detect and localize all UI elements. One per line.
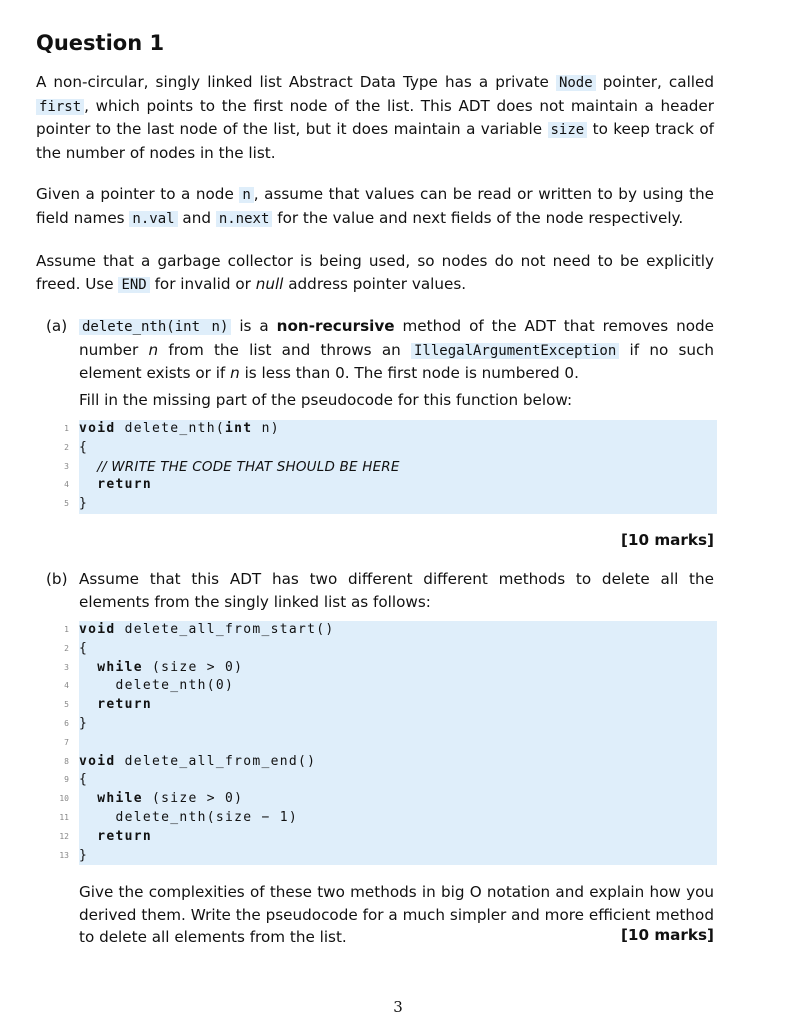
code-text: delete_nth(size − 1) [115,809,299,825]
code-keyword: return [97,828,153,844]
part-a-marks: [10 marks] [620,531,714,549]
line-number: 1 [64,625,69,634]
code-line [64,771,717,790]
code-line [64,476,717,495]
code-text: (size > 0) [142,791,244,807]
node-code: Node [556,75,596,91]
end-code: END [118,277,149,293]
code-text: (size > 0) [142,659,244,675]
code-line [64,696,717,715]
part-b-question: Give the complexities of these two methods in big O notation and explain how you derived them. Write the pseudocode for a much simpler and more efficient method to delete all elements from the list. [79,883,714,947]
code-line [59,790,717,809]
intro-text: pointer, called [595,73,714,91]
page-number: 3 [393,998,403,1016]
code-line [59,809,717,828]
n-code: n [239,187,253,203]
line-number: 12 [59,831,69,841]
nnext-code: n.next [216,211,273,227]
delete-nth-signature-code: delete_nth(int n) [79,319,231,335]
line-number: 2 [64,643,69,653]
code-text: delete_all_from_end() [115,753,317,769]
intro-paragraph-1 [36,71,714,164]
n-italic: n [230,364,240,383]
intro-text: for invalid or [149,274,256,293]
code-line [64,677,717,696]
intro-text: Given a pointer to a node [36,185,240,203]
part-a-instruction: Fill in the missing part of the pseudocode for this function below: [79,391,573,409]
exception-code: IllegalArgumentException [411,343,619,359]
nval-code: n.val [129,211,177,227]
code-keyword: void [79,421,116,436]
non-recursive-bold: non-recursive [276,317,395,335]
code-text: { [79,439,89,455]
line-number: 3 [64,662,69,672]
code-block-a [64,420,717,514]
intro-text: , which points to the first node of the list. This ADT does not maintain a header pointer to the last node of the list, but it does maintain a variable [36,96,714,139]
line-number: 6 [64,718,69,728]
line-number: 4 [64,480,69,490]
line-number: 2 [64,442,69,452]
code-line [64,715,717,734]
code-text: } [79,496,89,512]
code-line [64,734,717,753]
part-a-text-span: method of the ADT that removes node number [79,317,714,359]
line-number: 10 [59,794,69,804]
code-line [64,495,717,514]
part-a-text-span: is a [231,317,277,335]
null-word: null [255,274,284,293]
intro-text: to keep track of the number of nodes in the list. [36,120,714,162]
intro-text: for the value and next fields of the node respectively. [272,208,684,227]
code-line [59,847,717,866]
code-keyword: return [97,477,153,493]
line-number: 3 [64,461,69,471]
line-number: 13 [59,850,69,860]
code-line [64,753,717,772]
intro-paragraph-3 [36,250,714,296]
part-b-text: Assume that this ADT has two different different methods to delete all the elements from the singly linked list as follows: [79,570,714,611]
intro-text: Assume that a garbage collector is being used, so nodes do not need to be explicitly freed. Use [36,252,714,293]
part-a-text-span: if no such element exists or if [79,340,714,383]
intro-text: A non-circular, singly linked list Abstract Data Type has a private [36,73,556,91]
code-block-b [59,621,717,865]
code-text: n) [252,421,280,436]
code-text: { [79,640,89,656]
code-line [64,458,717,477]
code-line [64,659,717,678]
n-italic: n [148,340,159,359]
code-line [64,439,717,458]
code-keyword: void [79,753,116,769]
code-line [64,621,717,640]
code-text: delete_all_from_start() [115,622,335,637]
part-a-text-span: is less than 0. The first node is numbered 0. [239,364,579,383]
part-a-text-span: from the list and throws an [158,340,411,359]
line-number: 4 [64,681,69,691]
code-line [64,420,717,439]
code-line [64,640,717,659]
line-number: 11 [59,812,69,822]
part-b-label: (b) [46,570,68,588]
code-text: { [79,772,89,788]
part-b-marks: [10 marks] [620,926,714,944]
code-keyword: while [97,791,143,807]
line-number: 1 [64,424,69,433]
intro-text: address pointer values. [283,274,467,293]
line-number: 8 [64,756,69,766]
code-line [59,828,717,847]
intro-text: and [177,208,216,227]
code-keyword: while [97,659,143,675]
code-text: } [79,715,89,731]
line-number: 5 [64,499,69,509]
line-number: 5 [64,700,69,710]
code-text: } [79,847,89,863]
question-title: Question 1 [36,31,165,55]
code-keyword: int [225,421,253,436]
code-text: delete_nth( [115,421,226,436]
code-text: delete_nth(0) [115,678,235,694]
part-a-text [79,315,714,385]
part-a-label: (a) [46,317,68,335]
first-code: first [36,99,84,115]
intro-text: , assume that values can be read or written to by using the field names [36,185,714,227]
code-keyword: return [97,697,153,713]
line-number: 9 [64,775,69,785]
size-code: size [548,122,588,138]
code-comment: // WRITE THE CODE THAT SHOULD BE HERE [97,458,400,475]
line-number: 7 [64,737,69,747]
intro-paragraph-2 [36,183,714,230]
code-keyword: void [79,622,116,637]
